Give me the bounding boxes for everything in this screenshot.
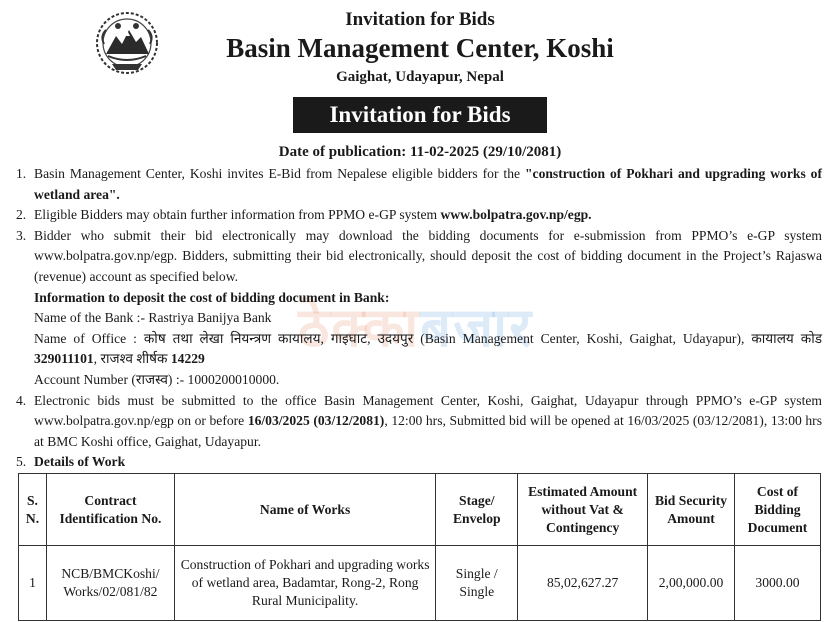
notice-item-5 [16, 452, 822, 473]
cell-sn: 1 [19, 546, 47, 621]
office-name [34, 329, 822, 370]
cell-cost-of-document: 3000.00 [735, 546, 821, 621]
bank-name: Name of the Bank :- Rastriya Banijya Bank [34, 310, 272, 326]
cell-bid-security: 2,00,000.00 [648, 546, 735, 621]
watermark-part2: बजार [420, 296, 534, 359]
header-bid-security: Bid Security Amount [648, 474, 735, 546]
header-contract-id: Contract Identification No. [46, 474, 174, 546]
header-name-of-works: Name of Works [174, 474, 435, 546]
notice-body [16, 164, 822, 473]
item-number: 2. [16, 207, 27, 223]
watermark-part1: ठेक्का [298, 296, 421, 359]
notice-item-4 [16, 391, 822, 453]
notice-item-2 [16, 205, 822, 226]
cell-stage: Single / Single [436, 546, 518, 621]
item-number: 1. [16, 166, 27, 181]
item-text: Eligible Bidders may obtain further information from PPMO e-GP system [34, 207, 441, 223]
notice-item-3 [16, 226, 822, 391]
table-row [19, 546, 821, 621]
item-number: 4. [16, 392, 27, 408]
header-estimated-amount: Estimated Amount without Vat & Contingency [518, 474, 648, 546]
item-text: Electronic bids must be submitted to the office Basin Management Center, Koshi, Gaighat, Udayapur through PPMO’s e-GP system www.bolpatra.gov.np/egp on or before [34, 392, 822, 429]
cell-estimated-amount: 85,02,627.27 [518, 546, 648, 621]
cell-contract-id: NCB/BMCKoshi/ Works/02/081/82 [46, 546, 174, 621]
office-code: 329011101 [34, 351, 94, 367]
table-header-row [19, 474, 821, 546]
organization-address: Gaighat, Udayapur, Nepal [336, 69, 504, 85]
item-number: 5. [16, 454, 27, 470]
header-cost-of-document: Cost of Bidding Document [735, 474, 821, 546]
publication-date: Date of publication: 11-02-2025 (29/10/2081) [278, 144, 562, 160]
header-sn: S. N. [19, 474, 47, 546]
item-text: Basin Management Center, Koshi invites E-Bid from Nepalese eligible bidders for the [34, 166, 525, 181]
details-heading: Details of Work [34, 454, 126, 470]
account-number: Account Number (राजस्व) :- 1000200010000. [34, 371, 280, 387]
notice-item-1 [16, 164, 822, 205]
submission-deadline: 16/03/2025 (03/12/2081) [247, 413, 385, 429]
office-name-text: Name of Office : कोष तथा लेखा नियन्त्रण कायालय, गाइघाट, उदयपुर (Basin Management Center, Koshi, Gaighat, Udayapur), कायालय कोड [34, 330, 822, 346]
item-text: Bidder who submit their bid electronically may download the bidding documents for e-submission from PPMO’s e-GP system www.bolpatra.gov.np/egp. Bidders, submitting their bid electronically, should deposit the cost of bidding document in the Project’s Rajaswa (revenue) account as specified below. [34, 227, 822, 284]
item-text-cont: , 12:00 hrs, Submitted bid will be opened at 16/03/2025 (03/12/2081), 13:00 hrs at BMC Koshi office, Gaighat, Udayapur. [34, 413, 822, 449]
works-table [18, 473, 821, 621]
header-title: Invitation for Bids [345, 9, 495, 30]
item-number: 3. [16, 227, 27, 243]
invitation-banner: Invitation for Bids [293, 97, 547, 133]
organization-name: Basin Management Center, Koshi [226, 33, 614, 63]
bank-info-heading: Information to deposit the cost of bidding document in Bank: [34, 289, 390, 305]
header-stage: Stage/ Envelop [436, 474, 518, 546]
revenue-head: 14229 [170, 351, 205, 367]
cell-name-of-works: Construction of Pokhari and upgrading works of wetland area, Badamtar, Rong-2, Rong Rural Municipality. [174, 546, 435, 621]
work-title: "construction of Pokhari and upgrading works of wetland area". [34, 166, 822, 202]
revenue-head-label: , राजश्व शीर्षक [93, 351, 171, 367]
egp-link[interactable]: www.bolpatra.gov.np/egp. [440, 207, 592, 223]
